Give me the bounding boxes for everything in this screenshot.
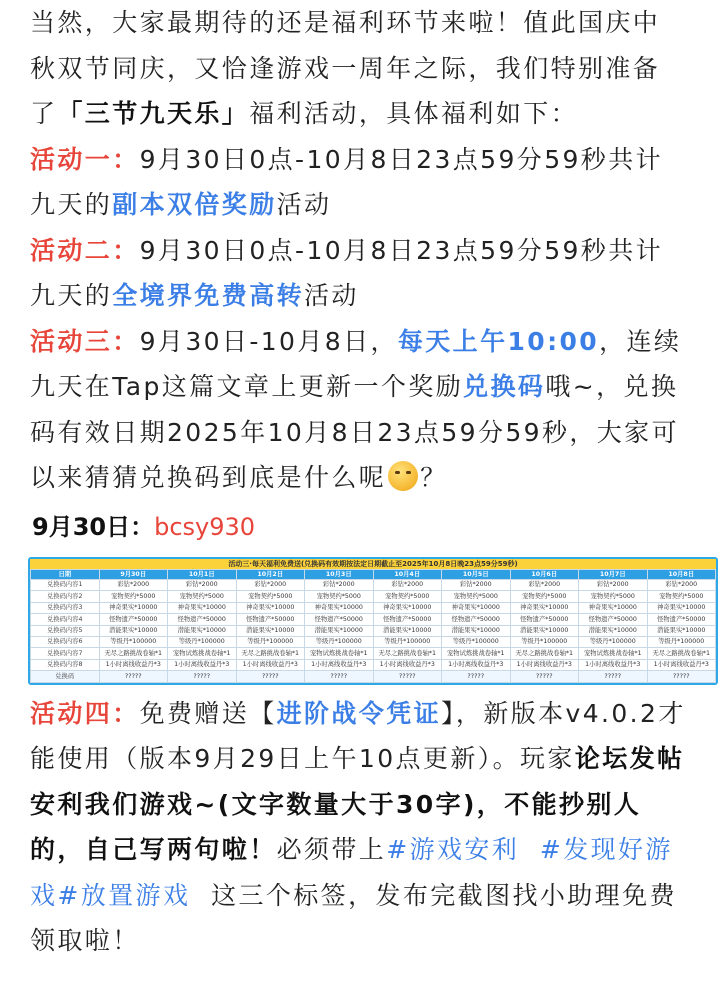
rewards-table-image — [28, 557, 718, 685]
table-cell: 无尽之路挑战卷轴*1 — [236, 648, 305, 659]
event4-label: 活动四： — [30, 698, 140, 728]
event3-text-2: ，连续九天在Tap这篇文章上更新一个奖励 — [30, 326, 682, 401]
table-cell: 神奇果实*10000 — [236, 602, 305, 613]
event4-text-1: 免费赠送【 — [139, 698, 277, 728]
table-cell: 1小时离线收益丹*3 — [373, 659, 442, 670]
intro-text-2: 福利活动，具体福利如下： — [249, 99, 579, 128]
table-cell: 神奇果实*10000 — [579, 602, 648, 613]
table-cell: 1小时离线收益丹*3 — [442, 659, 511, 670]
rewards-table-header-row — [31, 569, 716, 580]
event1-paragraph — [30, 137, 686, 228]
table-cell: 宠物试炼挑战卷轴*1 — [579, 648, 648, 659]
table-cell: 1小时离线收益丹*3 — [236, 659, 305, 670]
table-cell: ????? — [373, 671, 442, 682]
intro-text-1: 当然，大家最期待的还是福利环节来啦！值此国庆中秋双节同庆，又恰逢游戏一周年之际，我们特别准备了 — [30, 8, 661, 128]
table-cell: 1小时离线收益丹*3 — [510, 659, 579, 670]
rewards-table-header-day: 10月8日 — [647, 569, 716, 580]
event3-end: ？ — [420, 463, 448, 492]
table-cell: 神奇果实*10000 — [647, 602, 716, 613]
table-cell: 等级丹*100000 — [647, 637, 716, 648]
table-cell: 彩钻*2000 — [579, 580, 648, 591]
table-cell: 彩钻*2000 — [305, 580, 374, 591]
table-cell: 等级丹*100000 — [579, 637, 648, 648]
table-row-header-cell: 兑换码内容5 — [31, 625, 100, 636]
rewards-table-header-day: 10月3日 — [305, 569, 374, 580]
rewards-table — [30, 559, 716, 683]
table-row — [31, 637, 716, 648]
rewards-table-header-day: 10月1日 — [168, 569, 237, 580]
rewards-table-caption: 活动三·每天福利免费送(兑换码有效期按法定日期截止至2025年10月8日晚23点59分59秒) — [30, 559, 716, 569]
table-cell: 彩钻*2000 — [442, 580, 511, 591]
event3-label: 活动三： — [30, 326, 140, 356]
table-cell: 神奇果实*10000 — [305, 602, 374, 613]
table-row-header-cell: 兑换码内容1 — [31, 580, 100, 591]
event2-tail: 活动 — [304, 281, 359, 310]
hashtag-discover-games[interactable]: #发现好游戏 — [30, 835, 673, 910]
rewards-table-header-day: 9月30日 — [99, 569, 168, 580]
event2-label: 活动二： — [30, 235, 140, 265]
table-cell: 怪物遗产*50000 — [373, 614, 442, 625]
table-cell: ????? — [168, 671, 237, 682]
table-cell: 怪物遗产*50000 — [305, 614, 374, 625]
table-cell: 神奇果实*10000 — [99, 602, 168, 613]
thinking-face-icon — [388, 461, 418, 491]
table-cell: ????? — [442, 671, 511, 682]
event3-text-1: 9月30日-10月8日， — [139, 326, 398, 356]
table-cell: 潜能果实*10000 — [579, 625, 648, 636]
table-row — [31, 580, 716, 591]
table-cell: 无尽之路挑战卷轴*1 — [647, 648, 716, 659]
table-row-header-cell: 兑换码内容4 — [31, 614, 100, 625]
event4-text-3: 必须带上 — [276, 835, 387, 865]
table-cell: 潜能果实*10000 — [99, 625, 168, 636]
table-row-header-cell: 兑换码内容2 — [31, 591, 100, 602]
table-cell: 无尽之路挑战卷轴*1 — [510, 648, 579, 659]
event4-text-4: 这三个标签，发布完截图找小助理免费领取啦！ — [30, 880, 677, 956]
event4-paragraph — [30, 691, 686, 964]
day-code-date: 9月30日： — [32, 512, 155, 541]
table-cell: 宠物试炼挑战卷轴*1 — [442, 648, 511, 659]
table-cell: 怪物遗产*50000 — [647, 614, 716, 625]
table-cell: 1小时离线收益丹*3 — [647, 659, 716, 670]
table-cell: 潜能果实*10000 — [373, 625, 442, 636]
table-cell: 潜能果实*10000 — [236, 625, 305, 636]
event3-highlight-2: 兑换码 — [463, 372, 546, 401]
table-cell: ????? — [510, 671, 579, 682]
rewards-table-header-day: 10月7日 — [579, 569, 648, 580]
table-cell: 等级丹*100000 — [99, 637, 168, 648]
table-row-header-cell: 兑换码内容6 — [31, 637, 100, 648]
table-cell: ????? — [647, 671, 716, 682]
event1-text: 9月30日0点-10月8日23点59分59秒共计九天的 — [30, 144, 664, 219]
table-cell: 1小时离线收益丹*3 — [168, 659, 237, 670]
table-cell: 宠物契约*5000 — [236, 591, 305, 602]
table-cell: 1小时离线收益丹*3 — [99, 659, 168, 670]
table-cell: 彩钻*2000 — [168, 580, 237, 591]
table-cell: 1小时离线收益丹*3 — [305, 659, 374, 670]
event1-label: 活动一： — [30, 144, 140, 174]
table-cell: 等级丹*100000 — [442, 637, 511, 648]
event2-paragraph — [30, 228, 686, 319]
event4-highlight: 进阶战令凭证 — [276, 698, 442, 728]
table-cell: 怪物遗产*50000 — [99, 614, 168, 625]
table-row — [31, 614, 716, 625]
table-cell: 宠物契约*5000 — [305, 591, 374, 602]
table-cell: 怪物遗产*50000 — [510, 614, 579, 625]
table-cell: 宠物契约*5000 — [579, 591, 648, 602]
table-row — [31, 591, 716, 602]
table-cell: 潜能果实*10000 — [510, 625, 579, 636]
table-cell: 彩钻*2000 — [373, 580, 442, 591]
table-cell: 宠物契约*5000 — [99, 591, 168, 602]
table-cell: 宠物试炼挑战卷轴*1 — [305, 648, 374, 659]
table-cell: 潜能果实*10000 — [305, 625, 374, 636]
table-cell: ????? — [305, 671, 374, 682]
table-cell: 潜能果实*10000 — [647, 625, 716, 636]
table-row-header-cell: 兑换码内容8 — [31, 659, 100, 670]
event4-text-2: 】，新版本v4.0.2才能使用（版本9月29日上午10点更新）。玩家 — [30, 698, 686, 774]
table-row — [31, 659, 716, 670]
rewards-table-body — [31, 580, 716, 683]
table-cell: 1小时离线收益丹*3 — [579, 659, 648, 670]
table-cell: 宠物契约*5000 — [647, 591, 716, 602]
rewards-table-header-day: 10月5日 — [442, 569, 511, 580]
table-row — [31, 648, 716, 659]
event1-highlight: 副本双倍奖励 — [112, 190, 277, 219]
table-cell: 无尽之路挑战卷轴*1 — [99, 648, 168, 659]
event4-bold: 论坛发帖安利我们游戏~(文字数量大于30字)，不能抄别人的，自己写两句啦！ — [30, 744, 685, 865]
table-cell: 潜能果实*10000 — [442, 625, 511, 636]
table-row-header-cell: 兑换码 — [31, 671, 100, 682]
table-cell: 怪物遗产*50000 — [168, 614, 237, 625]
table-cell: 潜能果实*10000 — [168, 625, 237, 636]
table-cell: 怪物遗产*50000 — [442, 614, 511, 625]
table-row-header-cell: 兑换码内容7 — [31, 648, 100, 659]
table-cell: 宠物契约*5000 — [168, 591, 237, 602]
table-row-header-cell: 兑换码内容3 — [31, 602, 100, 613]
table-cell: ????? — [99, 671, 168, 682]
event1-tail: 活动 — [276, 190, 332, 219]
hashtag-game-recommend[interactable]: #游戏安利 — [386, 835, 520, 865]
rewards-table-header-day: 10月6日 — [510, 569, 579, 580]
table-cell: 等级丹*100000 — [168, 637, 237, 648]
table-cell: 等级丹*100000 — [305, 637, 374, 648]
table-cell: 彩钻*2000 — [99, 580, 168, 591]
table-cell: 等级丹*100000 — [236, 637, 305, 648]
table-cell: ????? — [579, 671, 648, 682]
event3-text-3: 哦~，兑换码有效日期2025年10月8日23点59分59秒，大家可以来猜猜兑换码到底是什么呢 — [30, 372, 679, 492]
event2-text: 9月30日0点-10月8日23点59分59秒共计九天的 — [30, 235, 664, 310]
table-cell: 彩钻*2000 — [510, 580, 579, 591]
table-row — [31, 602, 716, 613]
table-row — [31, 671, 716, 682]
table-cell: 彩钻*2000 — [647, 580, 716, 591]
table-cell: 神奇果实*10000 — [510, 602, 579, 613]
table-cell: ????? — [236, 671, 305, 682]
event3-paragraph — [30, 319, 686, 501]
table-cell: 宠物试炼挑战卷轴*1 — [168, 648, 237, 659]
table-cell: 无尽之路挑战卷轴*1 — [373, 648, 442, 659]
table-cell: 宠物契约*5000 — [442, 591, 511, 602]
table-row — [31, 625, 716, 636]
table-cell: 宠物契约*5000 — [510, 591, 579, 602]
table-cell: 等级丹*100000 — [510, 637, 579, 648]
hashtag-idle-games[interactable]: #放置游戏 — [57, 880, 191, 910]
rewards-table-header-day: 10月2日 — [236, 569, 305, 580]
rewards-table-header-date: 日期 — [31, 569, 100, 580]
event2-highlight: 全境界免费高转 — [112, 281, 305, 310]
table-cell: 神奇果实*10000 — [168, 602, 237, 613]
rewards-table-header-day: 10月4日 — [373, 569, 442, 580]
day-code-line — [32, 507, 686, 547]
table-cell: 宠物契约*5000 — [373, 591, 442, 602]
table-cell: 怪物遗产*50000 — [236, 614, 305, 625]
day-code-value[interactable]: bcsy930 — [154, 512, 256, 541]
event3-highlight-1: 每天上午10:00 — [397, 326, 600, 356]
table-cell: 等级丹*100000 — [373, 637, 442, 648]
table-cell: 彩钻*2000 — [236, 580, 305, 591]
intro-paragraph — [30, 0, 686, 137]
table-cell: 神奇果实*10000 — [442, 602, 511, 613]
event-name: 「三节九天乐」 — [57, 99, 250, 128]
table-cell: 神奇果实*10000 — [373, 602, 442, 613]
table-cell: 怪物遗产*50000 — [579, 614, 648, 625]
